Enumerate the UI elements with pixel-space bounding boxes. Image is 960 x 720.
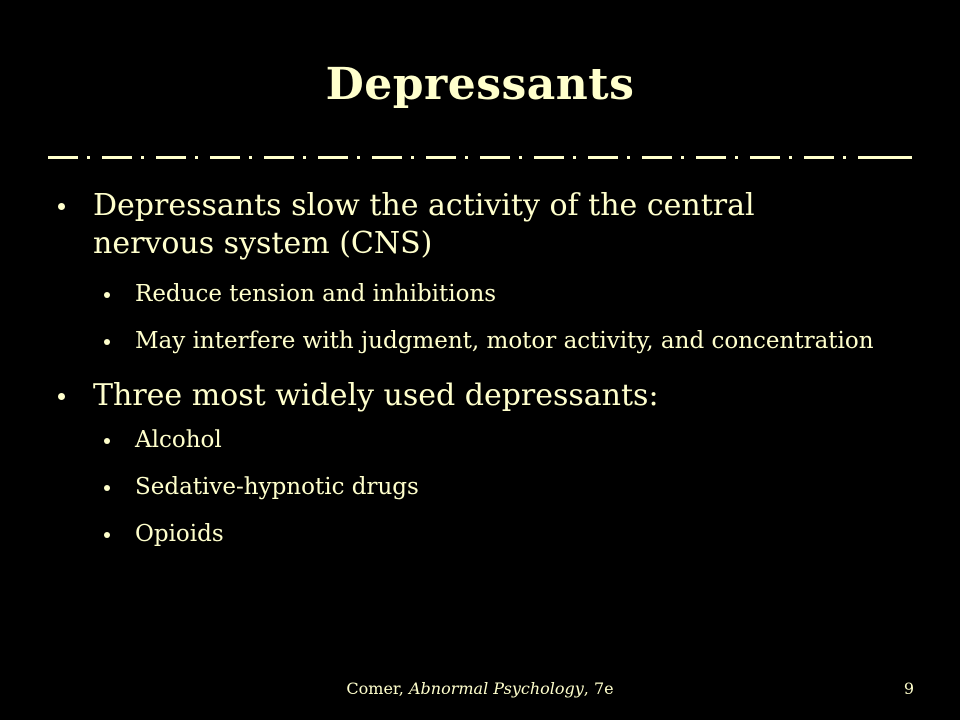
bullet-item-cns — [58, 187, 918, 263]
dash-dot-divider — [48, 150, 912, 166]
divider-dash — [318, 156, 348, 159]
divider-dash — [696, 156, 726, 159]
bullet-icon — [104, 339, 110, 345]
bullet-icon — [58, 393, 65, 400]
sub-bullet-item-judgment — [58, 326, 918, 357]
sub-bullet-text: Sedative-hypnotic drugs — [135, 474, 419, 500]
divider-dash — [210, 156, 240, 159]
bullet-icon — [104, 438, 110, 444]
divider-dot — [303, 156, 306, 159]
divider-dot — [519, 156, 522, 159]
bullet-icon — [104, 485, 110, 491]
footer-book-title: Abnormal Psychology — [408, 679, 584, 698]
divider-dash — [48, 156, 78, 159]
divider-dot — [141, 156, 144, 159]
divider-dash — [882, 156, 912, 159]
sub-bullet-item-tension — [58, 279, 918, 310]
divider-dash — [426, 156, 456, 159]
divider-dash — [264, 156, 294, 159]
footer-author: Comer, — [346, 679, 409, 698]
divider-dash — [372, 156, 402, 159]
divider-dash — [750, 156, 780, 159]
sub-bullet-text: Opioids — [135, 521, 224, 547]
page-number: 9 — [903, 679, 914, 698]
slide-title: Depressants — [325, 59, 635, 110]
divider-dot — [627, 156, 630, 159]
divider-dash — [804, 156, 834, 159]
bullet-text: Three most widely used depressants: — [93, 378, 659, 413]
divider-dot — [465, 156, 468, 159]
footer-edition: , 7e — [583, 679, 614, 698]
divider-dash — [480, 156, 510, 159]
divider-dot — [87, 156, 90, 159]
bullet-item-depressants — [58, 377, 918, 415]
divider-dot — [681, 156, 684, 159]
bullet-text: Depressants slow the activity of the central nervous system (CNS) — [93, 188, 755, 261]
divider-dot — [411, 156, 414, 159]
divider-dot — [249, 156, 252, 159]
sub-bullet-text: Alcohol — [135, 427, 222, 453]
sub-bullet-item-alcohol — [58, 425, 918, 456]
bullet-list — [58, 187, 918, 550]
divider-dash — [156, 156, 186, 159]
bullet-icon — [58, 203, 65, 210]
divider-dot — [195, 156, 198, 159]
divider-dot — [789, 156, 792, 159]
divider-dash — [588, 156, 618, 159]
bullet-icon — [104, 532, 110, 538]
sub-bullet-text: May interfere with judgment, motor activity, and concentration — [135, 328, 874, 354]
divider-dash — [534, 156, 564, 159]
footer-citation — [0, 679, 960, 699]
divider-dash — [642, 156, 672, 159]
divider-dot — [357, 156, 360, 159]
divider-dash — [102, 156, 132, 159]
divider-dot — [843, 156, 846, 159]
sub-bullet-item-opioids — [58, 519, 918, 550]
sub-bullet-item-sedative — [58, 472, 918, 503]
sub-bullet-text: Reduce tension and inhibitions — [135, 281, 497, 307]
divider-dot — [735, 156, 738, 159]
bullet-icon — [104, 292, 110, 298]
divider-dot — [573, 156, 576, 159]
